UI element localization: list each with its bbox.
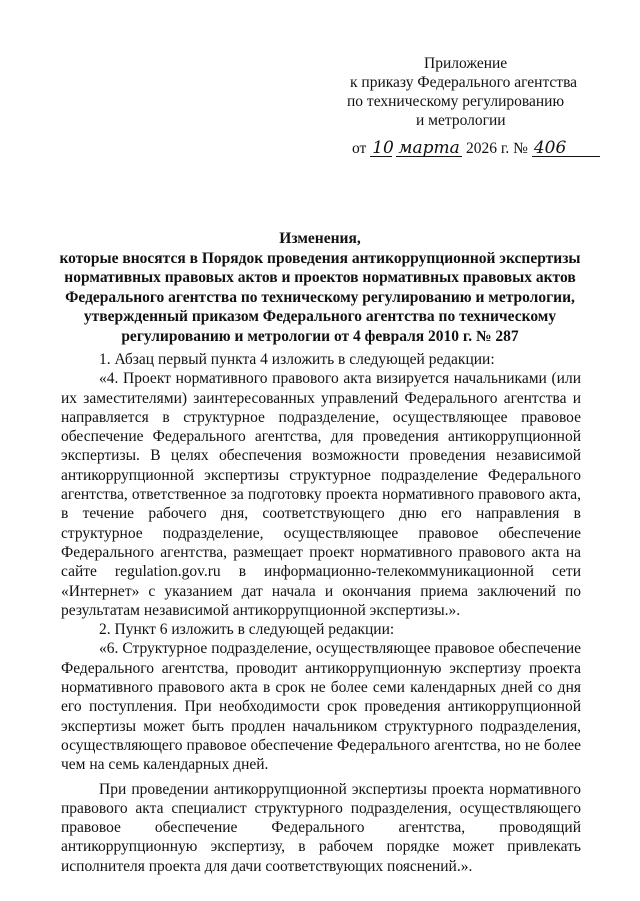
paragraph: 2. Пункт 6 изложить в следующей редакции:	[99, 621, 395, 639]
paragraph: При проведении антикоррупционной экспертизы проекта нормативного правового акта специалист структурного подразделения, осуществляющего правовое обеспечение Федерального агентства, проводящий антикоррупционную экспертизу, в рабочем порядке может привлекать исполнителя проекта для дачи соответствующих пояснений.».	[61, 780, 581, 875]
appendix-line: и метрологии	[416, 112, 506, 129]
appendix-block	[330, 54, 600, 130]
order-day-handwritten: 10	[372, 138, 394, 158]
order-year: 2026 г. №	[465, 140, 528, 157]
order-date-number	[352, 140, 600, 158]
paragraph: «6. Структурное подразделение, осуществляющее правовое обеспечение Федерального агентства, проводит антикоррупционную экспертизу проекта нормативного правового акта в срок не более семи календарных дней со дня его поступления. При необходимости срок проведения антикоррупционной экспертизы может быть продлен начальником структурного подразделения, осуществляющего правовое обеспечение Федерального агентства, но не более чем на семь календарных дней.	[61, 640, 581, 774]
order-month-handwritten: марта	[396, 140, 462, 157]
paragraph: 1. Абзац первый пункта 4 изложить в следующей редакции:	[99, 351, 495, 368]
title-body: которые вносятся в Порядок проведения антикоррупционной экспертизы нормативных правовых актов и проектов нормативных правовых актов Федерального агентства по техническому регулированию и метрологии, утвержденный приказом Федерального агентства по техническому регулированию и метрологии от 4 февраля 2010 г. № 287	[59, 249, 581, 345]
document-body	[61, 350, 581, 876]
paragraph: «4. Проект нормативного правового акта визируется начальниками (или их заместителями) заинтересованных управлений Федерального агентства и направляется в структурное подразделение, осуществляющее правовое обеспечение Федерального агентства, для проведения антикоррупционной экспертизы. В целях обеспечения возможности проведения независимой антикоррупционной экспертизы структурное подразделение Федерального агентства, ответственное за подготовку проекта нормативного правового акта, в течение рабочего дня, соответствующего дню его направления в структурное подразделение, осуществляющее правовое обеспечение Федерального агентства, размещает проект нормативного правового акта на сайте regulation.gov.ru в информационно-телекоммуникационной сети «Интернет» с указанием дат начала и окончания приема заключений по результатам независимой антикоррупционной экспертизы.».	[61, 370, 581, 619]
appendix-line: к приказу Федерального агентства	[350, 74, 578, 91]
appendix-line: по техническому регулированию	[347, 93, 565, 110]
appendix-line: Приложение	[424, 55, 508, 72]
title-heading: Изменения,	[279, 230, 361, 247]
document-title	[40, 229, 600, 346]
order-number-handwritten: 406	[532, 140, 600, 157]
order-prefix: от	[352, 140, 367, 157]
